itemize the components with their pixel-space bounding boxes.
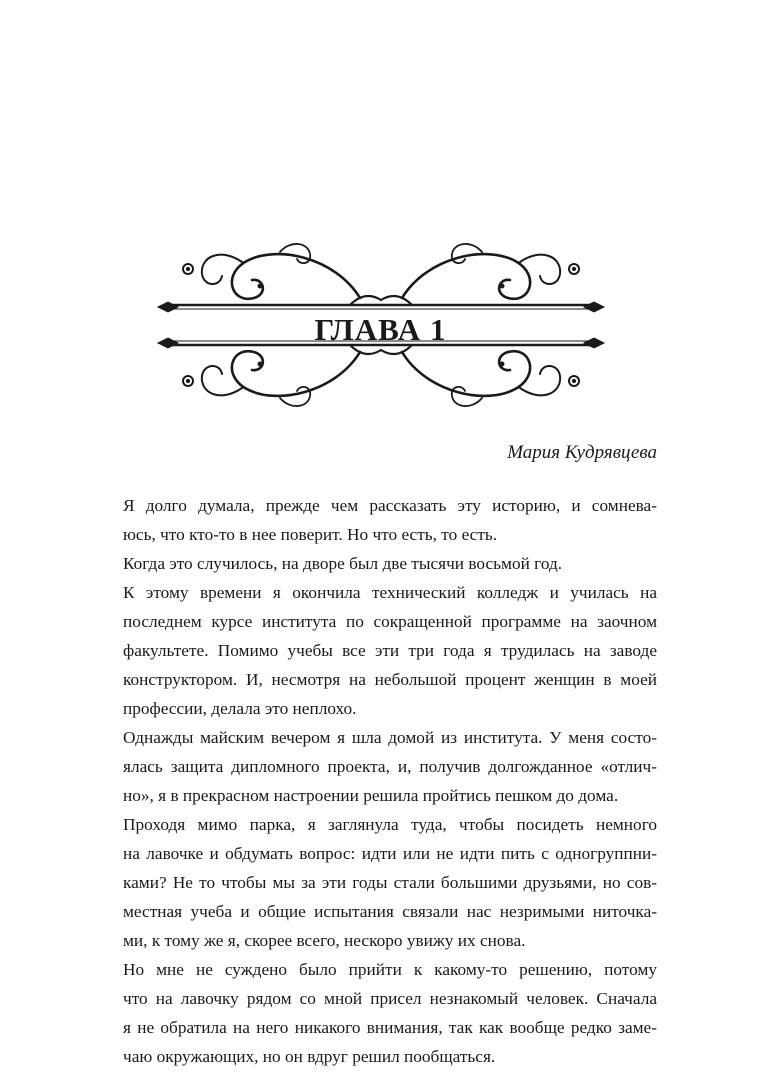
paragraph — [104, 578, 657, 723]
text-line: Однажды майским вечером я шла домой из института. У меня состо- — [123, 728, 657, 747]
paragraph — [104, 549, 657, 578]
text-line: Проходя мимо парка, я заглянула туда, чтобы посидеть немного — [123, 815, 657, 834]
text-line: чаю окружающих, но он вдруг решил пообщаться. — [123, 1047, 496, 1066]
text-line: юсь, что кто-то в нее поверит. Но что есть, то есть. — [123, 525, 498, 544]
text-line: местная учеба и общие испытания связали нас незримыми ниточка- — [123, 902, 657, 921]
body-text — [104, 491, 657, 1071]
chapter-title: ГЛАВА 1 — [314, 312, 447, 347]
text-line: К этому времени я окончила технический колледж и училась на — [123, 583, 657, 602]
text-line: ками? Не то чтобы мы за эти годы стали большими друзьями, но сов- — [123, 873, 657, 892]
text-line: последнем курсе института по сокращенной программе на заочном — [123, 612, 657, 631]
paragraph — [104, 810, 657, 955]
text-line: факультете. Помимо учебы все эти три года я трудилась на заводе — [123, 641, 657, 660]
text-line: Я долго думала, прежде чем рассказать эту историю, и сомнева- — [123, 496, 657, 515]
author-name: Мария Кудрявцева — [507, 442, 657, 463]
text-line: ялась защита дипломного проекта, и, получив долгожданное «отлич- — [123, 757, 657, 776]
text-line: что на лавочку рядом со мной присел незнакомый человек. Сначала — [123, 989, 657, 1008]
paragraph — [104, 955, 657, 1071]
paragraph — [104, 723, 657, 810]
text-line: конструктором. И, несмотря на небольшой процент женщин в моей — [123, 670, 657, 689]
text-line: но», я в прекрасном настроении решила пройтись пешком до дома. — [123, 786, 619, 805]
text-line: Когда это случилось, на дворе был две тысячи восьмой год. — [123, 554, 563, 573]
text-line: Но мне не суждено было прийти к какому-то решению, потому — [123, 960, 657, 979]
text-line: профессии, делала это неплохо. — [123, 699, 357, 718]
paragraph — [104, 491, 657, 549]
text-line: ми, к тому же я, скорее всего, нескоро увижу их снова. — [123, 931, 526, 950]
text-line: я не обратила на него никакого внимания, так как вообще редко заме- — [123, 1018, 657, 1037]
text-line: на лавочке и обдумать вопрос: идти или не идти пить с одногруппни- — [123, 844, 657, 863]
